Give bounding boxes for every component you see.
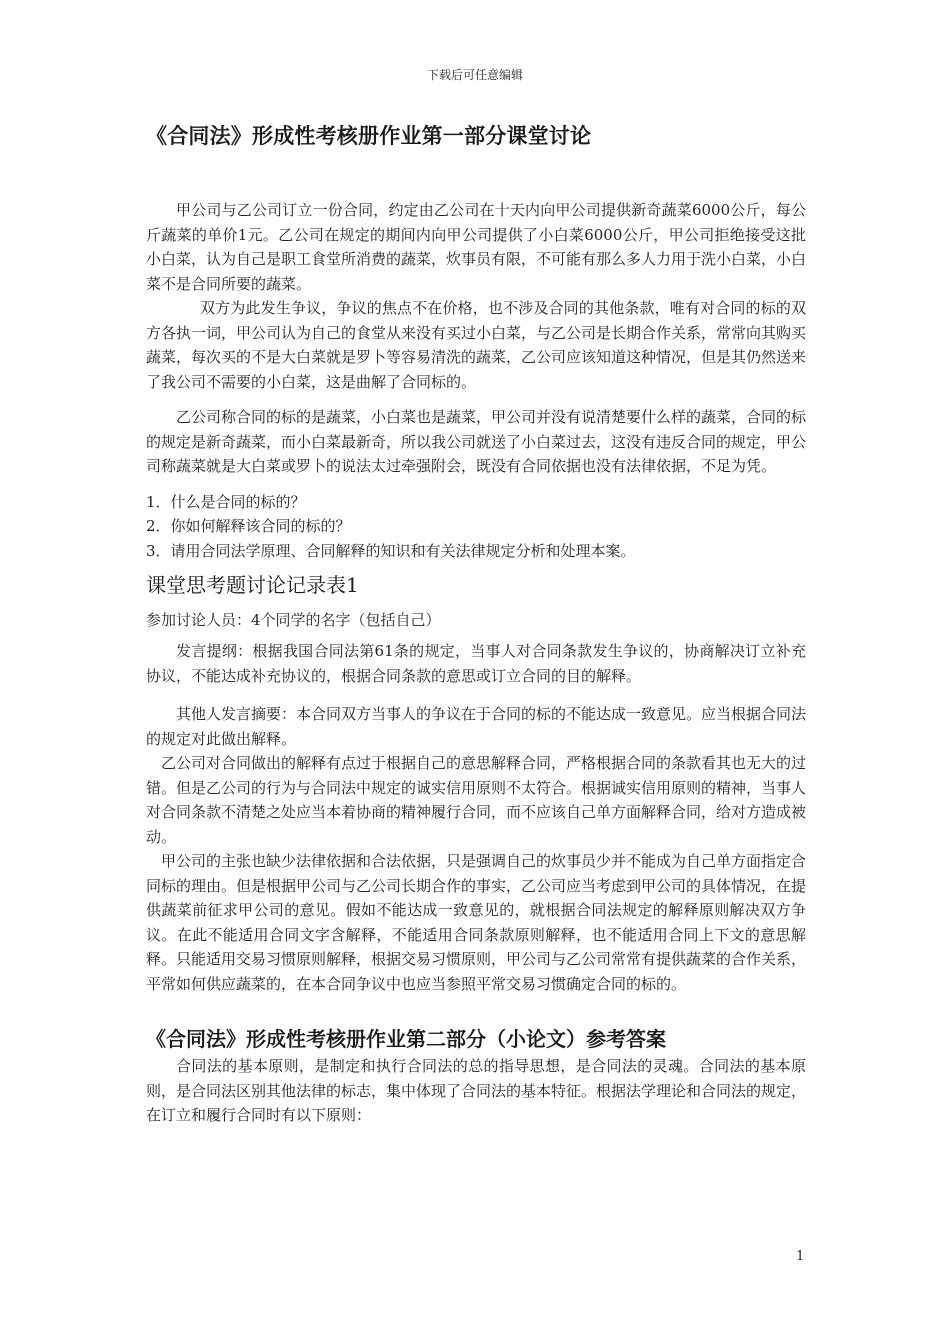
part1-title: 《合同法》形成性考核册作业第一部分课堂讨论 (146, 123, 592, 148)
speech-outline: 发言提纲：根据我国合同法第61条的规定，当事人对合同条款发生争议的，协商解决订立补充协议，不能达成补充协议的，根据合同条款的意思或订立合同的目的解释。 (146, 642, 806, 685)
header-note: 下载后可任意编辑 (426, 68, 523, 82)
page-number: 1 (796, 1249, 805, 1264)
participants-line: 参加讨论人员：4个同学的名字（包括自己） (146, 611, 441, 629)
part2-title: 《合同法》形成性考核册作业第二部分（小论文）参考答案 (146, 1027, 666, 1051)
essay-intro: 合同法的基本原则，是制定和执行合同法的总的指导思想，是合同法的灵魂。合同法的基本原则，是合同法区别其他法律的标志，集中体现了合同法的基本特征。根据法学理论和合同法的规定，在订立和履行合同时有以下原则： (146, 1057, 807, 1124)
case-paragraph-2: 双方为此发生争议，争议的焦点不在价格，也不涉及合同的其他条款，唯有对合同的标的双方各执一词，甲公司认为自己的食堂从来没有买过小白菜，与乙公司是长期合作关系，常常向其购买蔬菜，每次买的不是大白菜就是罗卜等容易清洗的蔬菜，乙公司应该知道这种情况，但是其仍然送来了我公司不需要的小白菜，这是曲解了合同标的。 (146, 299, 807, 391)
record-table-title: 课堂思考题讨论记录表1 (146, 573, 359, 597)
question-item: 3．请用合同法学原理、合同解释的知识和有关法律规定分析和处理本案。 (146, 541, 636, 560)
question-list (146, 490, 806, 564)
question-item: 2．你如何解释该合同的标的？ (146, 517, 351, 535)
others-summary: 其他人发言摘要：本合同双方当事人的争议在于合同的标的不能达成一致意见。应当根据合同法的规定对此做出解释。 (146, 705, 807, 748)
document-body (146, 118, 806, 1128)
case-paragraph-3: 乙公司称合同的标的是蔬菜，小白菜也是蔬菜，甲公司并没有说清楚要什么样的蔬菜，合同的标的规定是新奇蔬菜，而小白菜最新奇，所以我公司就送了小白菜过去，这没有违反合同的规定，甲公司称蔬菜就是大白菜或罗卜的说法太过牵强附会，既没有合同依据也没有法律依据，不足为凭。 (146, 408, 807, 475)
analysis-paragraph-1: 乙公司对合同做出的解释有点过于根据自己的意思解释合同，严格根据合同的条款看其也无大的过错。但是乙公司的行为与合同法中规定的诚实信用原则不太符合。根据诚实信用原则的精神，当事人对合同条款不清楚之处应当本着协商的精神履行合同，而不应该自己单方面解释合同，给对方造成被动。 (146, 754, 807, 846)
question-item: 1．什么是合同的标的？ (146, 492, 306, 511)
analysis-paragraph-2: 甲公司的主张也缺少法律依据和合法依据，只是强调自己的炊事员少并不能成为自己单方面指定合同标的理由。但是根据甲公司与乙公司长期合作的事实，乙公司应当考虑到甲公司的具体情况，在提供蔬菜前征求甲公司的意见。假如不能达成一致意见的，就根据合同法规定的解释原则解决双方争议。在此不能适用合同文字含解释，不能适用合同条款原则解释，也不能适用合同上下文的意思解释。只能适用交易习惯原则解释，根据交易习惯原则，甲公司与乙公司常常有提供蔬菜的合作关系，平常如何供应蔬菜的，在本合同争议中也应当参照平常交易习惯确定合同的标的。 (146, 852, 807, 993)
case-paragraph-1: 甲公司与乙公司订立一份合同，约定由乙公司在十天内向甲公司提供新奇蔬菜6000公斤，每公斤蔬菜的单价1元。乙公司在规定的期间内向甲公司提供了小白菜6000公斤，甲公司拒绝接受这批小白菜，认为自己是职工食堂所消费的蔬菜，炊事员有限，不可能有那么多人力用于洗小白菜，小白菜不是合同所要的蔬菜。 (146, 201, 807, 293)
